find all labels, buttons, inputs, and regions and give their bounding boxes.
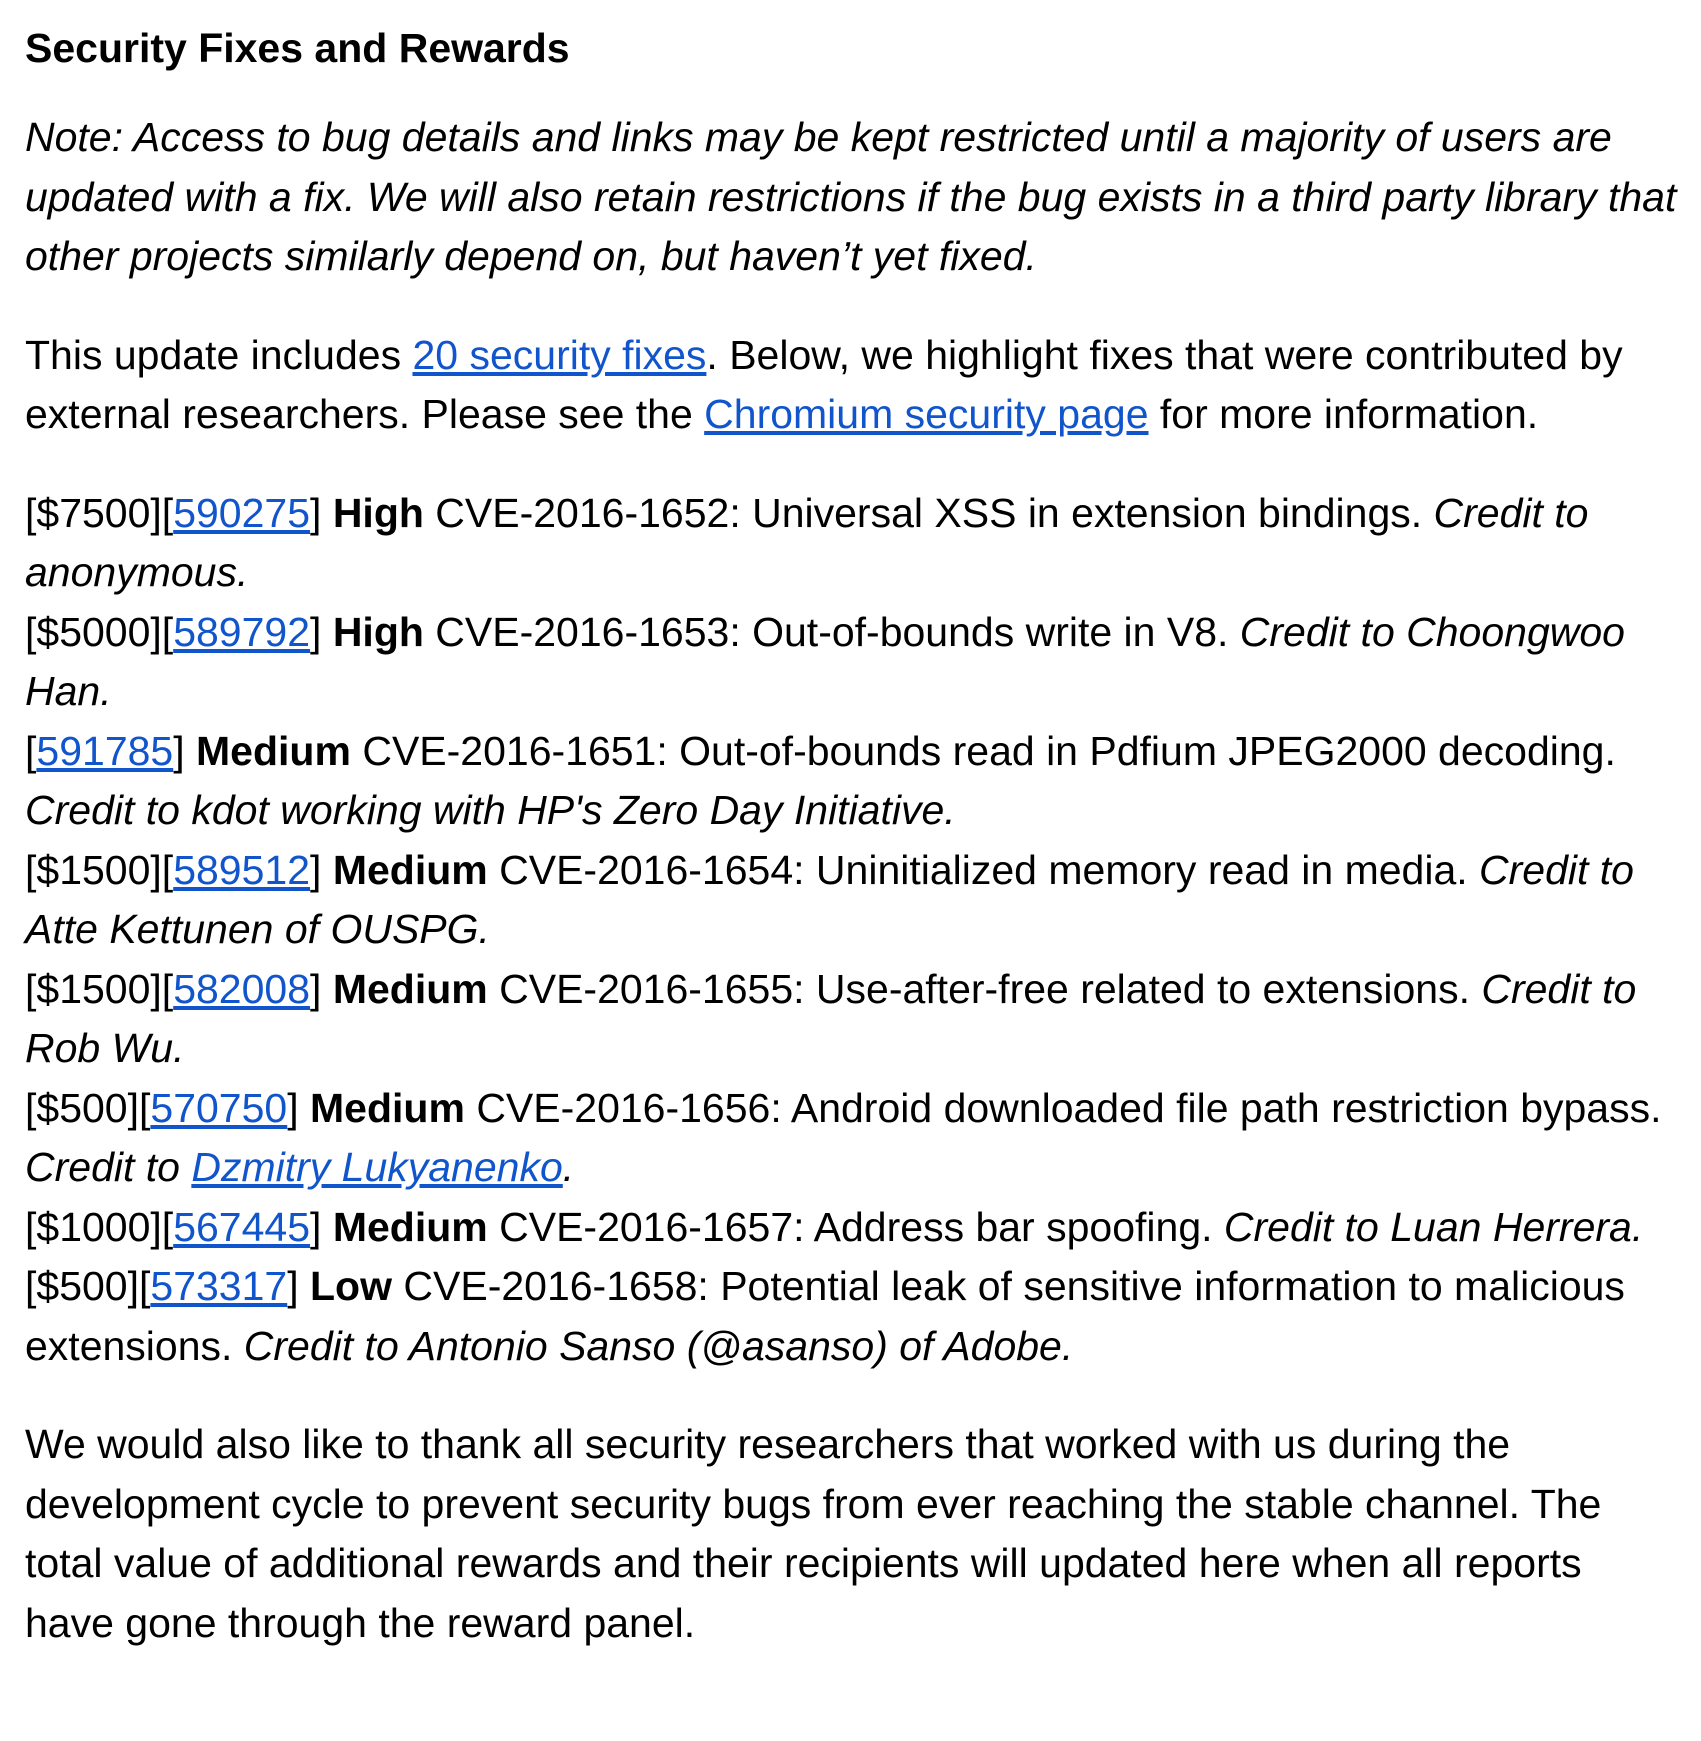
- reward-prefix: [$1500][: [25, 846, 174, 893]
- bug-link[interactable]: 573317: [150, 1263, 288, 1309]
- bracket-close: ]: [310, 1203, 333, 1250]
- bracket-close: ]: [310, 489, 333, 536]
- section-heading: Security Fixes and Rewards: [25, 25, 570, 71]
- reward-prefix: [$500][: [25, 1263, 151, 1309]
- severity-label: Medium: [310, 1084, 465, 1131]
- reward-prefix: [$1500][: [25, 965, 174, 1012]
- security-fixes-link[interactable]: 20 security fixes: [412, 331, 707, 378]
- researcher-link[interactable]: Dzmitry Lukyanenko: [191, 1144, 563, 1190]
- fix-credit: Credit to anonymous.: [25, 489, 1589, 595]
- credit-text-after: .: [562, 1144, 575, 1190]
- severity-label: High: [332, 608, 424, 655]
- closing-paragraph: We would also like to thank all security researchers that worked with us during the development cycle to prevent security bugs from ever reaching the stable channel. The total value of additional rewards and their recipients will updated here when all reports have gone through the reward panel.: [25, 1421, 1602, 1646]
- bug-link[interactable]: 570750: [150, 1084, 288, 1131]
- fix-description: CVE-2016-1654: Uninitialized memory read in media.: [487, 846, 1480, 893]
- bug-link[interactable]: 589512: [173, 846, 311, 893]
- bracket-close: ]: [173, 727, 197, 774]
- fix-entry: [25, 960, 1677, 1079]
- credit-text-before: Credit to: [25, 1144, 192, 1190]
- severity-label: Low: [310, 1263, 392, 1309]
- fix-credit: Credit to Rob Wu.: [25, 965, 1637, 1071]
- bug-link[interactable]: 589792: [173, 608, 311, 655]
- restriction-note: Note: Access to bug details and links may be kept restricted until a majority of users are updated with a fix. We will also retain restrictions if the bug exists in a third party library that other projects similarly depend on, but haven’t yet fixed.: [25, 114, 1677, 279]
- bug-link[interactable]: 567445: [173, 1203, 311, 1250]
- fix-entry: [25, 1079, 1677, 1198]
- fix-description: CVE-2016-1656: Android downloaded file path restriction bypass.: [464, 1084, 1662, 1131]
- bracket-close: ]: [287, 1263, 311, 1309]
- intro-text-before: This update includes: [25, 331, 413, 378]
- reward-prefix: [$5000][: [25, 608, 174, 655]
- bug-link[interactable]: 582008: [173, 965, 311, 1012]
- bracket-close: ]: [287, 1084, 311, 1131]
- bug-link[interactable]: 591785: [36, 727, 174, 774]
- bug-link[interactable]: 590275: [173, 489, 311, 536]
- fix-credit: Credit to Antonio Sanso (@asanso) of Adobe.: [243, 1322, 1074, 1369]
- fix-credit: Credit to Atte Kettunen of OUSPG.: [25, 846, 1634, 952]
- bracket-close: ]: [310, 608, 333, 655]
- fix-entry: [25, 722, 1677, 841]
- fix-entry: [25, 1257, 1677, 1376]
- fix-credit: Credit to Choongwoo Han.: [25, 608, 1625, 714]
- bracket-close: ]: [310, 965, 333, 1012]
- reward-prefix: [: [25, 727, 37, 774]
- severity-label: Medium: [332, 846, 488, 893]
- severity-label: Medium: [332, 1203, 488, 1250]
- fix-entry: [25, 484, 1677, 603]
- fix-description: CVE-2016-1657: Address bar spoofing.: [487, 1203, 1224, 1250]
- intro-text-middle: . Below, we highlight fixes that were contributed by external researchers. Please see the: [25, 331, 1623, 437]
- severity-label: Medium: [196, 727, 351, 774]
- reward-prefix: [$7500][: [25, 489, 174, 536]
- fix-credit: Credit to kdot working with HP's Zero Day Initiative.: [25, 787, 956, 833]
- fix-credit: [25, 1144, 574, 1190]
- fix-entry: [25, 1198, 1677, 1258]
- severity-label: Medium: [332, 965, 488, 1012]
- reward-prefix: [$500][: [25, 1084, 151, 1131]
- intro-text-after: for more information.: [1148, 391, 1539, 437]
- intro-paragraph: [25, 326, 1677, 445]
- fix-entry: [25, 841, 1677, 960]
- severity-label: High: [332, 489, 424, 536]
- fix-description: CVE-2016-1655: Use-after-free related to extensions.: [487, 965, 1482, 1012]
- fix-description: CVE-2016-1651: Out-of-bounds read in Pdfium JPEG2000 decoding.: [350, 727, 1616, 774]
- reward-prefix: [$1000][: [25, 1203, 174, 1250]
- fix-description: CVE-2016-1653: Out-of-bounds write in V8.: [423, 608, 1240, 655]
- fix-list: [25, 484, 1677, 1377]
- fix-entry: [25, 603, 1677, 722]
- fix-credit: Credit to Luan Herrera.: [1223, 1203, 1644, 1250]
- fix-description: CVE-2016-1658: Potential leak of sensitive information to malicious extensions.: [25, 1263, 1625, 1369]
- bracket-close: ]: [310, 846, 333, 893]
- chromium-security-page-link[interactable]: Chromium security page: [704, 391, 1149, 437]
- fix-description: CVE-2016-1652: Universal XSS in extension bindings.: [423, 489, 1434, 536]
